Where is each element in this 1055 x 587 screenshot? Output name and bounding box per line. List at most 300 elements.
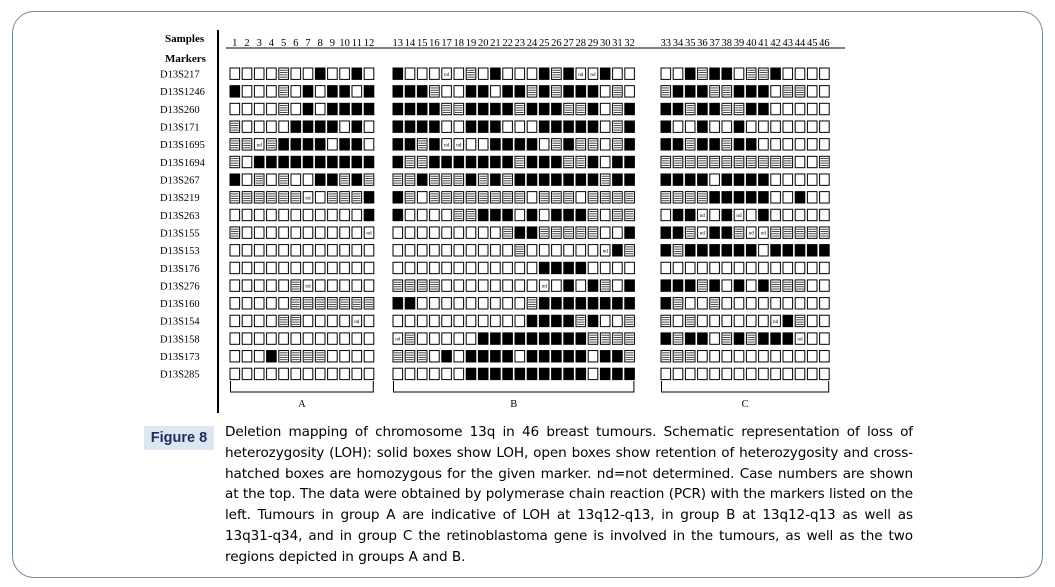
loh-solid-box	[527, 351, 537, 362]
homozygous-hatched-box	[771, 227, 781, 238]
retention-open-box	[405, 245, 415, 256]
retention-open-box	[710, 333, 720, 344]
retention-open-box	[759, 368, 769, 379]
homozygous-hatched-box	[820, 227, 830, 238]
homozygous-hatched-box	[267, 139, 277, 150]
loh-solid-box	[722, 227, 732, 238]
retention-open-box	[771, 209, 781, 220]
loh-solid-box	[254, 156, 264, 167]
sample-number: 32	[624, 38, 635, 49]
loh-solid-box	[710, 280, 720, 291]
retention-open-box	[303, 227, 313, 238]
retention-open-box	[625, 262, 635, 273]
homozygous-hatched-box	[315, 298, 325, 309]
loh-solid-box	[393, 103, 403, 114]
retention-open-box	[315, 262, 325, 273]
sample-number: 39	[733, 38, 745, 49]
homozygous-hatched-box	[393, 351, 403, 362]
retention-open-box	[405, 68, 415, 79]
loh-solid-box	[710, 139, 720, 150]
retention-open-box	[795, 351, 805, 362]
retention-open-box	[807, 156, 817, 167]
retention-open-box	[303, 368, 313, 379]
homozygous-hatched-box	[746, 333, 756, 344]
loh-solid-box	[588, 298, 598, 309]
retention-open-box	[352, 262, 362, 273]
retention-open-box	[364, 68, 374, 79]
loh-solid-box	[417, 121, 427, 132]
homozygous-hatched-box	[315, 351, 325, 362]
loh-solid-box	[552, 333, 562, 344]
retention-open-box	[783, 298, 793, 309]
loh-solid-box	[759, 192, 769, 203]
loh-solid-box	[364, 156, 374, 167]
retention-open-box	[722, 351, 732, 362]
loh-solid-box	[661, 121, 671, 132]
sample-number: 28	[575, 38, 587, 49]
retention-open-box	[515, 121, 525, 132]
loh-solid-box	[539, 351, 549, 362]
homozygous-hatched-box	[722, 156, 732, 167]
sample-number: 10	[339, 38, 350, 49]
retention-open-box	[771, 139, 781, 150]
loh-solid-box	[600, 68, 610, 79]
sample-number: 36	[697, 38, 708, 49]
loh-solid-box	[625, 280, 635, 291]
retention-open-box	[588, 262, 598, 273]
sample-number: 8	[317, 38, 323, 49]
retention-open-box	[364, 333, 374, 344]
homozygous-hatched-box	[771, 280, 781, 291]
retention-open-box	[242, 86, 252, 97]
loh-solid-box	[515, 139, 525, 150]
retention-open-box	[442, 209, 452, 220]
retention-open-box	[746, 262, 756, 273]
loh-solid-box	[315, 139, 325, 150]
loh-solid-box	[328, 174, 338, 185]
retention-open-box	[759, 121, 769, 132]
loh-solid-box	[393, 139, 403, 150]
homozygous-hatched-box	[783, 156, 793, 167]
loh-solid-box	[625, 121, 635, 132]
loh-solid-box	[564, 280, 574, 291]
loh-solid-box	[710, 227, 720, 238]
retention-open-box	[820, 68, 830, 79]
marker-label: D13S267	[160, 175, 200, 187]
loh-solid-box	[364, 103, 374, 114]
retention-open-box	[442, 245, 452, 256]
retention-open-box	[771, 86, 781, 97]
retention-open-box	[783, 174, 793, 185]
marker-label: D13S260	[160, 104, 200, 116]
retention-open-box	[783, 192, 793, 203]
homozygous-hatched-box	[303, 351, 313, 362]
loh-solid-box	[759, 86, 769, 97]
homozygous-hatched-box	[430, 192, 440, 203]
retention-open-box	[454, 280, 464, 291]
retention-open-box	[600, 103, 610, 114]
homozygous-hatched-box	[503, 227, 513, 238]
loh-solid-box	[771, 333, 781, 344]
retention-open-box	[783, 121, 793, 132]
retention-open-box	[291, 209, 301, 220]
loh-solid-box	[478, 333, 488, 344]
retention-open-box	[746, 298, 756, 309]
homozygous-hatched-box	[588, 139, 598, 150]
retention-open-box	[352, 280, 362, 291]
retention-open-box	[242, 227, 252, 238]
homozygous-hatched-box	[340, 298, 350, 309]
retention-open-box	[254, 103, 264, 114]
retention-open-box	[230, 262, 240, 273]
homozygous-hatched-box	[291, 315, 301, 326]
sample-number: 41	[758, 38, 769, 49]
retention-open-box	[661, 262, 671, 273]
loh-solid-box	[734, 280, 744, 291]
retention-open-box	[254, 86, 264, 97]
homozygous-hatched-box	[698, 156, 708, 167]
loh-solid-box	[613, 156, 623, 167]
retention-open-box	[279, 333, 289, 344]
sample-number: 1	[232, 38, 238, 49]
homozygous-hatched-box	[417, 351, 427, 362]
retention-open-box	[242, 174, 252, 185]
retention-open-box	[242, 315, 252, 326]
retention-open-box	[600, 262, 610, 273]
loh-solid-box	[685, 245, 695, 256]
nd-text: nd	[395, 336, 401, 343]
loh-solid-box	[527, 227, 537, 238]
retention-open-box	[722, 121, 732, 132]
retention-open-box	[315, 315, 325, 326]
homozygous-hatched-box	[746, 156, 756, 167]
figure-left-rule	[217, 30, 219, 413]
homozygous-hatched-box	[242, 192, 252, 203]
homozygous-hatched-box	[442, 174, 452, 185]
loh-solid-box	[661, 103, 671, 114]
retention-open-box	[478, 280, 488, 291]
retention-open-box	[405, 368, 415, 379]
retention-open-box	[291, 262, 301, 273]
homozygous-hatched-box	[279, 315, 289, 326]
homozygous-hatched-box	[405, 192, 415, 203]
loh-solid-box	[698, 86, 708, 97]
loh-solid-box	[552, 121, 562, 132]
retention-open-box	[405, 227, 415, 238]
sample-number: 37	[709, 38, 720, 49]
retention-open-box	[254, 298, 264, 309]
loh-solid-box	[515, 86, 525, 97]
retention-open-box	[340, 262, 350, 273]
loh-solid-box	[576, 262, 586, 273]
retention-open-box	[503, 262, 513, 273]
retention-open-box	[303, 245, 313, 256]
sample-number: 33	[660, 38, 672, 49]
retention-open-box	[710, 315, 720, 326]
loh-solid-box	[734, 86, 744, 97]
sample-number: 22	[502, 38, 513, 49]
homozygous-hatched-box	[564, 156, 574, 167]
loh-solid-box	[279, 156, 289, 167]
retention-open-box	[613, 315, 623, 326]
retention-open-box	[315, 333, 325, 344]
retention-open-box	[254, 368, 264, 379]
nd-text: nd	[578, 71, 584, 78]
samples-label: Samples	[165, 33, 205, 45]
retention-open-box	[625, 86, 635, 97]
homozygous-hatched-box	[430, 86, 440, 97]
retention-open-box	[820, 315, 830, 326]
retention-open-box	[328, 368, 338, 379]
retention-open-box	[454, 298, 464, 309]
loh-solid-box	[734, 121, 744, 132]
loh-solid-box	[315, 68, 325, 79]
retention-open-box	[454, 333, 464, 344]
retention-open-box	[315, 227, 325, 238]
loh-solid-box	[303, 139, 313, 150]
homozygous-hatched-box	[576, 139, 586, 150]
retention-open-box	[230, 298, 240, 309]
sample-number: 45	[806, 38, 818, 49]
loh-solid-box	[491, 209, 501, 220]
retention-open-box	[515, 351, 525, 362]
loh-solid-box	[315, 156, 325, 167]
retention-open-box	[600, 139, 610, 150]
loh-solid-box	[466, 86, 476, 97]
retention-open-box	[417, 368, 427, 379]
homozygous-hatched-box	[417, 139, 427, 150]
loh-solid-box	[491, 68, 501, 79]
loh-solid-box	[722, 68, 732, 79]
retention-open-box	[527, 262, 537, 273]
retention-open-box	[417, 262, 427, 273]
marker-label: D13S154	[160, 316, 200, 328]
loh-solid-box	[673, 103, 683, 114]
retention-open-box	[478, 68, 488, 79]
homozygous-hatched-box	[552, 139, 562, 150]
retention-open-box	[328, 227, 338, 238]
homozygous-hatched-box	[685, 192, 695, 203]
retention-open-box	[279, 245, 289, 256]
homozygous-hatched-box	[625, 192, 635, 203]
homozygous-hatched-box	[267, 192, 277, 203]
homozygous-hatched-box	[807, 227, 817, 238]
retention-open-box	[491, 245, 501, 256]
loh-solid-box	[303, 156, 313, 167]
homozygous-hatched-box	[552, 192, 562, 203]
retention-open-box	[328, 245, 338, 256]
loh-solid-box	[746, 245, 756, 256]
nd-text: nd	[602, 248, 608, 255]
loh-solid-box	[466, 351, 476, 362]
loh-solid-box	[491, 333, 501, 344]
retention-open-box	[340, 121, 350, 132]
loh-solid-box	[539, 315, 549, 326]
homozygous-hatched-box	[552, 227, 562, 238]
retention-open-box	[807, 103, 817, 114]
loh-solid-box	[315, 121, 325, 132]
homozygous-hatched-box	[576, 156, 586, 167]
retention-open-box	[352, 209, 362, 220]
loh-solid-box	[613, 368, 623, 379]
loh-solid-box	[588, 174, 598, 185]
loh-solid-box	[564, 315, 574, 326]
homozygous-hatched-box	[588, 227, 598, 238]
retention-open-box	[303, 209, 313, 220]
retention-open-box	[303, 333, 313, 344]
retention-open-box	[454, 262, 464, 273]
retention-open-box	[771, 368, 781, 379]
sample-number: 2	[244, 38, 250, 49]
homozygous-hatched-box	[405, 351, 415, 362]
loh-solid-box	[552, 156, 562, 167]
retention-open-box	[807, 192, 817, 203]
retention-open-box	[291, 227, 301, 238]
loh-solid-box	[539, 121, 549, 132]
retention-open-box	[291, 103, 301, 114]
retention-open-box	[303, 174, 313, 185]
homozygous-hatched-box	[795, 227, 805, 238]
homozygous-hatched-box	[328, 298, 338, 309]
retention-open-box	[820, 209, 830, 220]
marker-label: D13S1695	[160, 140, 205, 152]
loh-solid-box	[710, 192, 720, 203]
retention-open-box	[576, 245, 586, 256]
retention-open-box	[807, 298, 817, 309]
loh-solid-box	[564, 298, 574, 309]
homozygous-hatched-box	[430, 174, 440, 185]
retention-open-box	[515, 298, 525, 309]
loh-solid-box	[454, 156, 464, 167]
loh-solid-box	[552, 298, 562, 309]
retention-open-box	[352, 227, 362, 238]
sample-number: 3	[256, 38, 262, 49]
retention-open-box	[393, 245, 403, 256]
retention-open-box	[600, 156, 610, 167]
loh-solid-box	[393, 68, 403, 79]
homozygous-hatched-box	[352, 298, 362, 309]
marker-label: D13S263	[160, 210, 200, 222]
retention-open-box	[267, 333, 277, 344]
retention-open-box	[230, 103, 240, 114]
retention-open-box	[242, 298, 252, 309]
nd-text: nd	[366, 230, 372, 237]
sample-number: 12	[363, 38, 375, 49]
retention-open-box	[820, 368, 830, 379]
loh-solid-box	[466, 174, 476, 185]
retention-open-box	[230, 333, 240, 344]
retention-open-box	[417, 192, 427, 203]
homozygous-hatched-box	[564, 192, 574, 203]
nd-text: nd	[699, 230, 705, 237]
homozygous-hatched-box	[661, 351, 671, 362]
homozygous-hatched-box	[466, 209, 476, 220]
loh-solid-box	[291, 156, 301, 167]
homozygous-hatched-box	[291, 351, 301, 362]
retention-open-box	[242, 103, 252, 114]
retention-open-box	[746, 280, 756, 291]
loh-solid-box	[710, 103, 720, 114]
homozygous-hatched-box	[291, 280, 301, 291]
retention-open-box	[442, 368, 452, 379]
retention-open-box	[393, 315, 403, 326]
retention-open-box	[795, 139, 805, 150]
homozygous-hatched-box	[552, 86, 562, 97]
retention-open-box	[820, 280, 830, 291]
homozygous-hatched-box	[613, 121, 623, 132]
sample-number: 44	[794, 38, 806, 49]
loh-solid-box	[503, 368, 513, 379]
retention-open-box	[795, 298, 805, 309]
loh-solid-box	[291, 121, 301, 132]
homozygous-hatched-box	[393, 174, 403, 185]
retention-open-box	[771, 351, 781, 362]
sample-number: 13	[392, 38, 404, 49]
loh-solid-box	[698, 174, 708, 185]
retention-open-box	[746, 315, 756, 326]
loh-solid-box	[625, 368, 635, 379]
retention-open-box	[230, 315, 240, 326]
retention-open-box	[393, 368, 403, 379]
loh-solid-box	[722, 209, 732, 220]
loh-solid-box	[340, 156, 350, 167]
loh-solid-box	[539, 333, 549, 344]
homozygous-hatched-box	[673, 156, 683, 167]
loh-solid-box	[430, 103, 440, 114]
retention-open-box	[527, 192, 537, 203]
homozygous-hatched-box	[673, 351, 683, 362]
loh-solid-box	[527, 368, 537, 379]
loh-solid-box	[722, 245, 732, 256]
homozygous-hatched-box	[254, 174, 264, 185]
loh-solid-box	[685, 209, 695, 220]
retention-open-box	[734, 262, 744, 273]
markers-label: Markers	[165, 53, 206, 65]
homozygous-hatched-box	[405, 174, 415, 185]
retention-open-box	[807, 209, 817, 220]
retention-open-box	[613, 280, 623, 291]
retention-open-box	[588, 245, 598, 256]
loh-solid-box	[783, 315, 793, 326]
homozygous-hatched-box	[613, 192, 623, 203]
homozygous-hatched-box	[254, 192, 264, 203]
loh-solid-box	[315, 174, 325, 185]
retention-open-box	[254, 315, 264, 326]
retention-open-box	[267, 368, 277, 379]
sample-number: 9	[329, 38, 336, 49]
loh-solid-box	[527, 174, 537, 185]
retention-open-box	[230, 209, 240, 220]
retention-open-box	[466, 280, 476, 291]
retention-open-box	[710, 262, 720, 273]
retention-open-box	[364, 280, 374, 291]
loh-solid-box	[230, 86, 240, 97]
retention-open-box	[491, 86, 501, 97]
retention-open-box	[417, 209, 427, 220]
retention-open-box	[328, 68, 338, 79]
retention-open-box	[417, 315, 427, 326]
retention-open-box	[710, 209, 720, 220]
retention-open-box	[340, 315, 350, 326]
retention-open-box	[552, 280, 562, 291]
retention-open-box	[417, 227, 427, 238]
homozygous-hatched-box	[673, 333, 683, 344]
retention-open-box	[364, 121, 374, 132]
homozygous-hatched-box	[279, 192, 289, 203]
retention-open-box	[442, 280, 452, 291]
marker-label: D13S158	[160, 334, 200, 346]
retention-open-box	[820, 351, 830, 362]
